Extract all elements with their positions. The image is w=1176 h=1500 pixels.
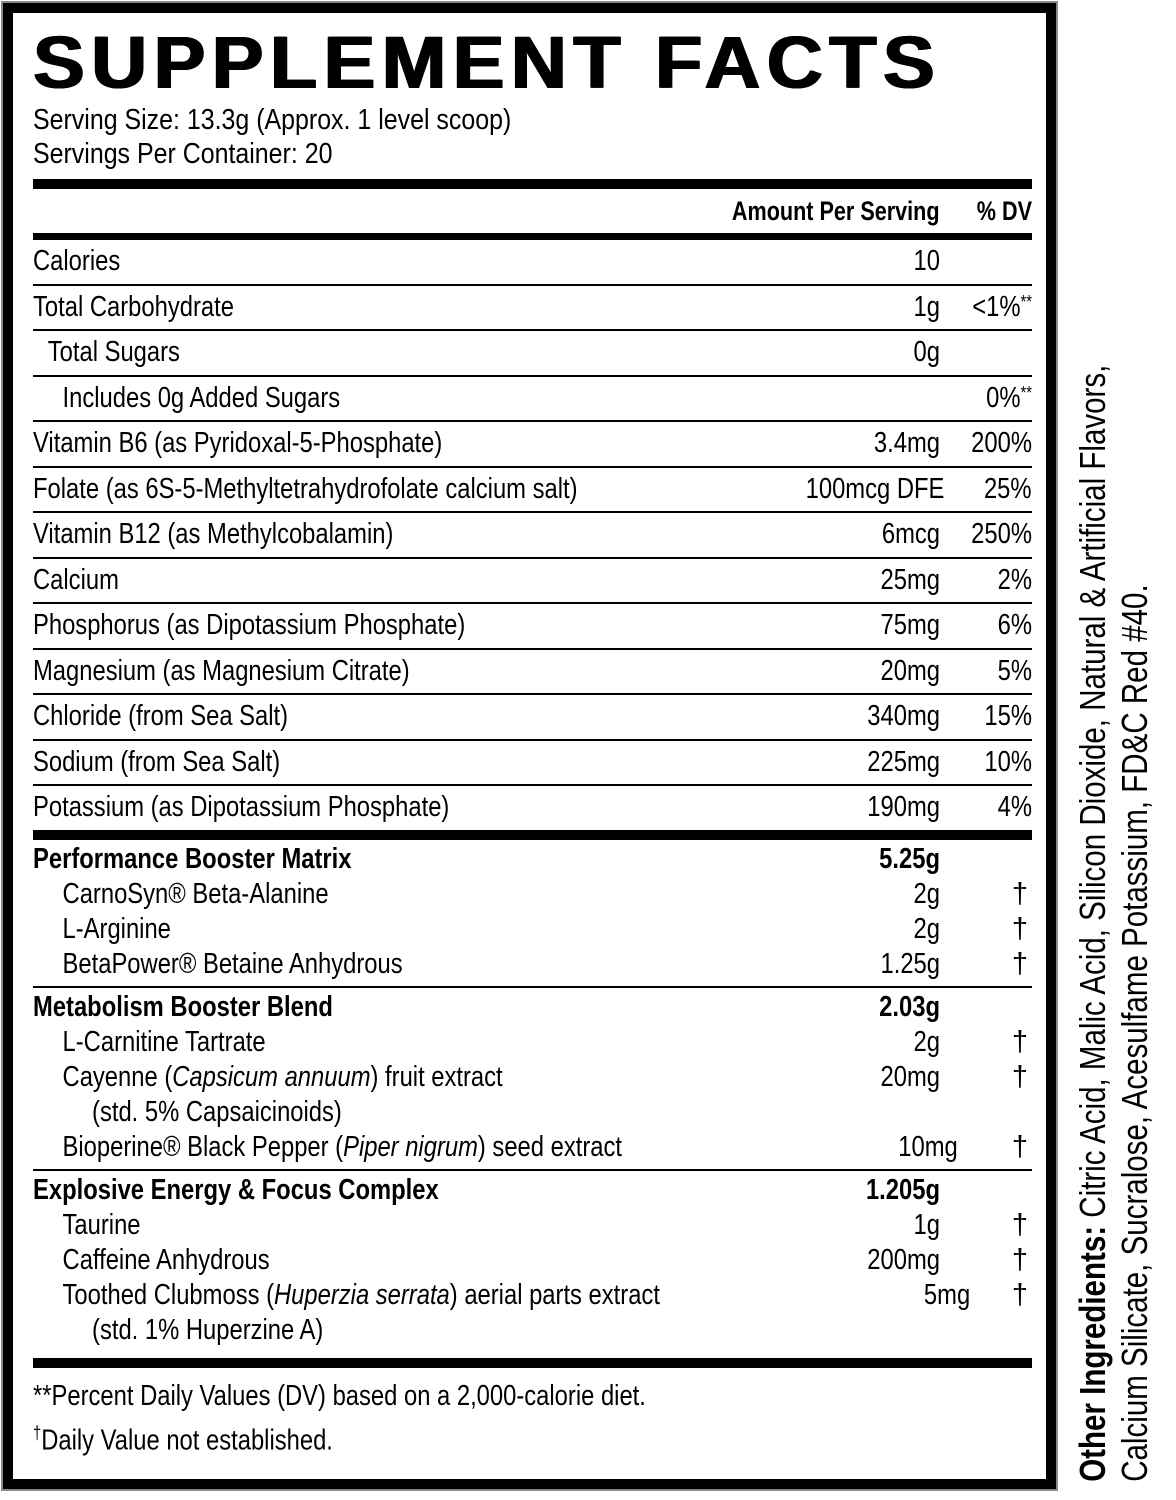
- dagger-mark: †: [1011, 947, 1028, 980]
- dagger-mark: †: [1011, 1130, 1028, 1163]
- nutrient-dv: 250%: [971, 518, 1032, 551]
- nutrient-name: Vitamin B12 (as Methylcobalamin): [33, 518, 394, 551]
- nutrient-row: [33, 331, 1032, 377]
- footnotes: [33, 1368, 1032, 1460]
- ingredient-name: Taurine: [62, 1208, 141, 1241]
- ingredient-name: BetaPower® Betaine Anhydrous: [62, 947, 403, 980]
- nutrient-row: [33, 422, 1032, 468]
- nutrient-row: [33, 513, 1032, 559]
- blend-ingredient-row: [33, 1208, 1032, 1243]
- blend-ingredient-row: [33, 947, 1032, 982]
- nutrient-dv: 5%: [997, 654, 1032, 687]
- ingredient-name: CarnoSyn® Beta-Alanine: [62, 877, 329, 910]
- divider-thick: [33, 179, 1032, 189]
- dagger-mark: †: [1011, 912, 1028, 945]
- dagger-mark: †: [1011, 1060, 1028, 1093]
- blend-amount: 2.03g: [879, 990, 940, 1023]
- blend-ingredient-row: [33, 1060, 1032, 1095]
- ingredient-amount: 2g: [913, 1025, 940, 1058]
- ingredient-name: L-Arginine: [62, 912, 171, 945]
- ingredient-name: L-Carnitine Tartrate: [62, 1025, 266, 1058]
- nutrient-amount: 225mg: [867, 745, 940, 778]
- nutrient-row: [33, 650, 1032, 696]
- ingredient-name: Caffeine Anhydrous: [62, 1243, 270, 1276]
- nutrient-amount: 6mcg: [881, 518, 940, 551]
- blend-table: [33, 840, 1032, 1352]
- nutrient-name: Calories: [33, 245, 121, 278]
- nutrient-name: Vitamin B6 (as Pyridoxal-5-Phosphate): [33, 427, 443, 460]
- nutrient-dv: <1%**: [972, 290, 1032, 323]
- blend-header: [33, 842, 1032, 877]
- footnote-dagger: †Daily Value not established.: [33, 1422, 333, 1457]
- ingredient-note-row: [33, 1313, 1032, 1348]
- nutrient-dv: 25%: [984, 472, 1032, 505]
- nutrient-name: Total Carbohydrate: [33, 290, 234, 323]
- blend-header: [33, 1173, 1032, 1208]
- nutrient-dv: 4%: [997, 791, 1032, 824]
- blend-amount: 5.25g: [879, 842, 940, 875]
- footnote-dv: **Percent Daily Values (DV) based on a 2,000-calorie diet.: [33, 1379, 646, 1412]
- nutrient-name: Includes 0g Added Sugars: [62, 381, 341, 414]
- ingredient-name: Cayenne (Capsicum annuum) fruit extract: [62, 1060, 503, 1093]
- blend-ingredient-row: [33, 1243, 1032, 1278]
- nutrient-row: [33, 286, 1032, 332]
- blend-ingredient-row: [33, 877, 1032, 912]
- ingredient-amount: 10mg: [898, 1130, 959, 1163]
- blend-section: [33, 988, 1032, 1169]
- ingredient-amount: 5mg: [923, 1278, 970, 1311]
- ingredient-note: (std. 5% Capsaicinoids): [92, 1095, 342, 1128]
- dagger-mark: †: [1011, 877, 1028, 910]
- nutrient-amount: 10: [913, 245, 940, 278]
- serving-size: Serving Size: 13.3g (Approx. 1 level scoop): [33, 104, 512, 136]
- nutrient-row: [33, 604, 1032, 650]
- nutrient-amount: 100mcg DFE: [805, 472, 945, 505]
- ingredient-amount: 1.25g: [880, 947, 940, 980]
- nutrient-table: [33, 240, 1032, 830]
- nutrient-name: Sodium (from Sea Salt): [33, 745, 281, 778]
- nutrient-row: [33, 377, 1032, 423]
- ingredient-amount: 200mg: [867, 1243, 940, 1276]
- nutrient-dv: 200%: [971, 427, 1032, 460]
- supplement-facts-panel: [3, 3, 1056, 1489]
- blend-section: [33, 840, 1032, 986]
- panel-content: [33, 23, 1032, 1459]
- other-ingredients: [1072, 10, 1172, 1490]
- blend-header: [33, 990, 1032, 1025]
- blend-amount: 1.205g: [865, 1173, 940, 1206]
- nutrient-dv: 6%: [997, 609, 1032, 642]
- column-header-row: [33, 189, 1032, 233]
- nutrient-dv: 0%**: [986, 381, 1032, 414]
- blend-name: Performance Booster Matrix: [33, 842, 352, 875]
- nutrient-dv: 2%: [997, 563, 1032, 596]
- other-ingredients-label: Other Ingredients:: [1072, 1225, 1113, 1482]
- header-dv: % DV: [976, 195, 1032, 226]
- dagger-mark: †: [1011, 1208, 1028, 1241]
- nutrient-amount: 25mg: [880, 563, 940, 596]
- nutrient-amount: 340mg: [867, 700, 940, 733]
- blend-ingredient-row: [33, 1025, 1032, 1060]
- ingredient-amount: 1g: [913, 1208, 940, 1241]
- divider-thick: [33, 830, 1032, 840]
- other-ingredients-line-1: Other Ingredients: Citric Acid, Malic Acid, Silicon Dioxide, Natural & Artificial Flavors,: [1072, 364, 1113, 1482]
- nutrient-name: Chloride (from Sea Salt): [33, 700, 289, 733]
- blend-ingredient-row: [33, 1130, 1032, 1165]
- panel-title: SUPPLEMENT FACTS: [33, 21, 942, 104]
- ingredient-amount: 2g: [913, 877, 940, 910]
- blend-ingredient-row: [33, 912, 1032, 947]
- dagger-mark: †: [1011, 1025, 1028, 1058]
- ingredient-note-row: [33, 1095, 1032, 1130]
- nutrient-amount: 75mg: [880, 609, 940, 642]
- blend-ingredient-row: [33, 1278, 1032, 1313]
- divider-thick: [33, 233, 1032, 240]
- dagger-mark: †: [1011, 1243, 1028, 1276]
- nutrient-row: [33, 786, 1032, 830]
- header-amount: Amount Per Serving: [732, 195, 940, 226]
- nutrient-name: Calcium: [33, 563, 119, 596]
- servings-per-container: Servings Per Container: 20: [33, 138, 333, 170]
- nutrient-amount: 1g: [913, 290, 940, 323]
- nutrient-name: Phosphorus (as Dipotassium Phosphate): [33, 609, 466, 642]
- ingredient-note: (std. 1% Huperzine A): [92, 1313, 324, 1346]
- nutrient-name: Potassium (as Dipotassium Phosphate): [33, 791, 450, 824]
- nutrient-row: [33, 741, 1032, 787]
- dagger-mark: †: [1011, 1278, 1028, 1311]
- nutrient-row: [33, 240, 1032, 286]
- nutrient-amount: 20mg: [880, 654, 940, 687]
- nutrient-amount: 3.4mg: [873, 427, 940, 460]
- ingredient-amount: 2g: [913, 912, 940, 945]
- nutrient-dv: 10%: [984, 745, 1032, 778]
- ingredient-name: Toothed Clubmoss (Huperzia serrata) aerial parts extract: [62, 1278, 660, 1311]
- nutrient-amount: 0g: [913, 336, 940, 369]
- divider-thick: [33, 1358, 1032, 1368]
- nutrient-name: Folate (as 6S-5-Methyltetrahydrofolate calcium salt): [33, 472, 578, 505]
- nutrient-name: Total Sugars: [47, 336, 180, 369]
- nutrient-row: [33, 695, 1032, 741]
- blend-section: [33, 1171, 1032, 1352]
- blend-name: Metabolism Booster Blend: [33, 990, 333, 1023]
- ingredient-amount: 20mg: [880, 1060, 940, 1093]
- other-ingredients-line-2: Calcium Silicate, Sucralose, Acesulfame Potassium, FD&C Red #40.: [1114, 584, 1155, 1482]
- ingredient-name: Bioperine® Black Pepper (Piper nigrum) seed extract: [62, 1130, 622, 1163]
- nutrient-row: [33, 559, 1032, 605]
- nutrient-row: [33, 468, 1032, 514]
- nutrient-name: Magnesium (as Magnesium Citrate): [33, 654, 410, 687]
- blend-name: Explosive Energy & Focus Complex: [33, 1173, 439, 1206]
- nutrient-dv: 15%: [984, 700, 1032, 733]
- nutrient-amount: 190mg: [867, 791, 940, 824]
